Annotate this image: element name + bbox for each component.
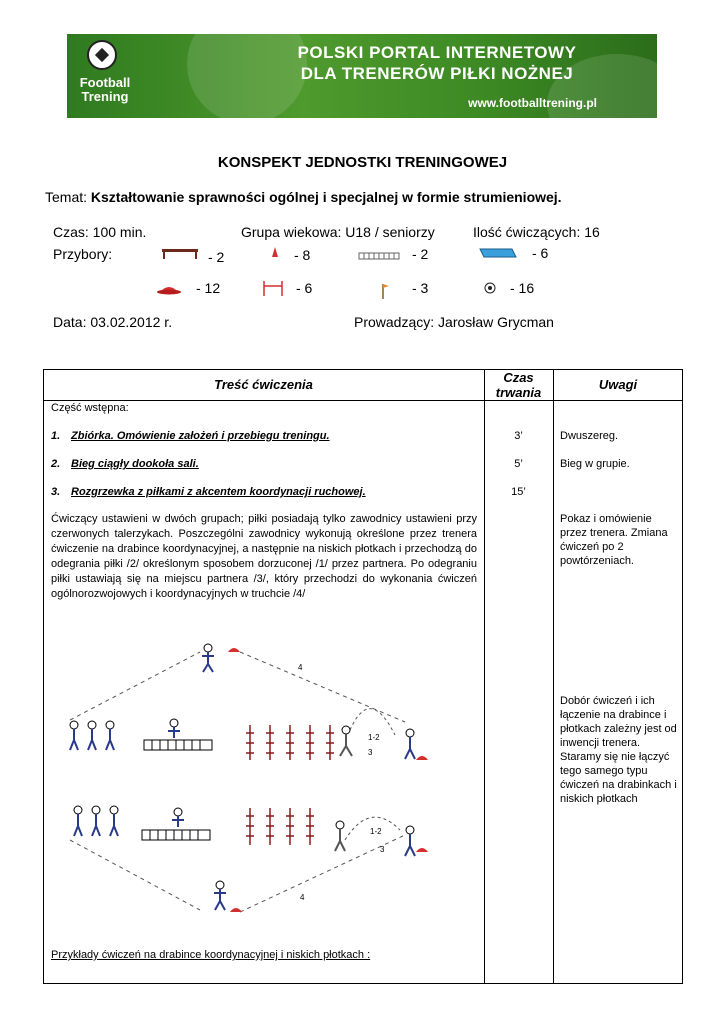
section-label: Część wstępna: — [51, 402, 129, 414]
player — [202, 644, 214, 672]
item-time: 15’ — [511, 486, 526, 498]
time-info: Czas: 100 min. — [53, 224, 147, 240]
item-number: 3. — [51, 486, 61, 498]
date-info: Data: 03.02.2012 r. — [53, 314, 173, 330]
mat-icon — [478, 246, 518, 260]
ball-icon — [484, 282, 496, 294]
corner-flag-icon — [380, 282, 392, 300]
agility-ladder — [144, 740, 212, 750]
disc-cone-icon — [416, 848, 428, 852]
equipment-qty: - 3 — [412, 280, 429, 296]
banner-url[interactable]: www.footballtrening.pl — [468, 96, 597, 110]
exercise-description: Ćwiczący ustawieni w dwóch grupach; piłki posiadają tylko zawodnicy ustawieni przy czerwonych talerzykach. Poszczególni zawodnicy wykonują określone przez trenera ćwiczenie na drabince koordynacyjnej, a następnie na niskich płotkach i przechodzą do odegrania piłki /2/ określonym sposobem dorzuconej /1/ przez partnera. Po odegraniu piłki ustawiają się na miejscu partnera /3/, który przechodzi do wykonania ćwiczeń ogólnorozwojowych i koordynacyjnych w truchcie /4/ — [51, 513, 477, 600]
player — [214, 881, 226, 910]
disc-cone-icon — [228, 648, 240, 652]
path-label: 1-2 — [370, 827, 382, 836]
path-label: 3 — [368, 748, 373, 757]
header-time: Czas trwania — [495, 370, 542, 400]
disc-cone-icon — [154, 282, 184, 296]
path-label: 4 — [298, 663, 303, 672]
agility-ladder — [142, 830, 210, 840]
coach-info: Prowadzący: Jarosław Grycman — [354, 314, 554, 330]
equipment-label: Przybory: — [53, 246, 113, 262]
examples-heading: Przykłady ćwiczeń na drabince koordynacyjnej i niskich płotkach : — [51, 949, 371, 961]
equipment-qty: - 6 — [532, 245, 549, 261]
header-divider — [43, 400, 683, 401]
player-group — [74, 806, 118, 836]
topic-line: Temat: Kształtowanie sprawności ogólnej i specjalnej w formie strumieniowej. — [45, 189, 562, 205]
player — [405, 729, 415, 759]
item-note: Bieg w grupie. — [560, 458, 630, 470]
player-group — [70, 721, 114, 750]
header-notes: Uwagi — [598, 377, 638, 392]
item-number: 1. — [51, 430, 61, 442]
disc-cone-icon — [230, 908, 242, 912]
age-group-info: Grupa wiekowa: U18 / seniorzy — [241, 224, 435, 240]
item-number: 2. — [51, 458, 61, 470]
player — [405, 826, 415, 856]
low-hurdle-icon — [258, 278, 288, 298]
item-note: Dwuszereg. — [560, 430, 619, 442]
header-content: Treść ćwiczenia — [214, 377, 313, 392]
banner-title: POLSKI PORTAL INTERNETOWY DLA TRENERÓW PIŁKI NOŻNEJ — [297, 43, 577, 83]
agility-ladder-icon — [358, 252, 400, 260]
item-time: 3’ — [514, 430, 523, 442]
football-icon — [87, 40, 117, 70]
hurdles — [246, 808, 314, 845]
note-exercise-choice: Dobór ćwiczeń i ich łączenie na drabince i płotkach zależny jest od inwencji trenera. Staramy się nie łączyć tego samego typu ćwiczeń na drabinkach i niskich płotkach — [560, 695, 677, 805]
equipment-qty: - 12 — [196, 280, 221, 296]
player — [172, 808, 184, 827]
hurdle-bench-icon — [160, 246, 200, 260]
column-divider — [553, 369, 554, 984]
note-demo: Pokaz i omówienie przez trenera. Zmiana ćwiczeń po 2 powtórzeniach. — [560, 513, 668, 567]
logo-text: Football Trening — [79, 75, 131, 104]
item-title: Bieg ciągły dookoła sali. — [71, 458, 199, 470]
header-banner — [67, 34, 657, 118]
equipment-qty: - 16 — [510, 280, 535, 296]
path-label: 3 — [380, 845, 385, 854]
item-title: Rozgrzewka z piłkami z akcentem koordynacji ruchowej. — [71, 486, 366, 498]
player — [168, 719, 180, 738]
players-info: Ilość ćwiczących: 16 — [473, 224, 600, 240]
item-title: Zbiórka. Omówienie założeń i przebiegu treningu. — [71, 430, 330, 442]
item-time: 5’ — [514, 458, 523, 470]
equipment-qty: - 6 — [296, 280, 313, 296]
path-label: 1-2 — [368, 733, 380, 742]
equipment-qty: - 2 — [208, 249, 225, 265]
drill-diagram — [50, 630, 490, 930]
player — [340, 726, 352, 756]
equipment-qty: - 2 — [412, 246, 429, 262]
logo — [75, 38, 131, 114]
path-label: 4 — [300, 893, 305, 902]
equipment-qty: - 8 — [294, 247, 311, 263]
document-title: KONSPEKT JEDNOSTKI TRENINGOWEJ — [217, 154, 508, 171]
player — [335, 821, 345, 851]
disc-cone-icon — [416, 756, 428, 760]
hurdles — [246, 725, 334, 760]
small-cone-icon — [270, 246, 280, 260]
